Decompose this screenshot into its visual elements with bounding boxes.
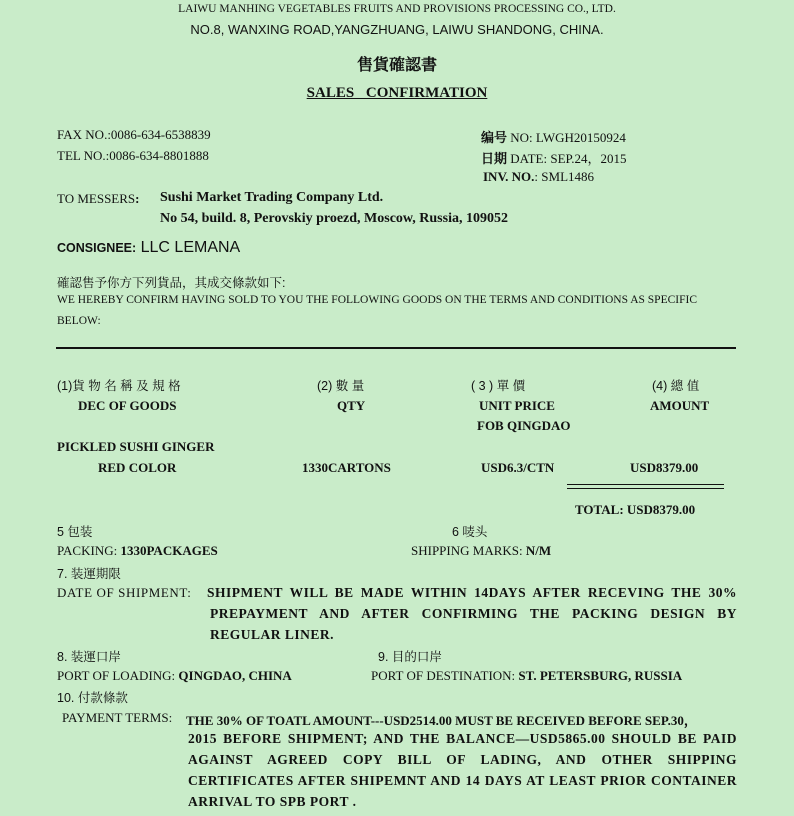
col-amount-header-cn: (4) 總 值 — [652, 379, 700, 393]
payment-label: PAYMENT TERMS: — [62, 710, 173, 725]
payment-terms-line5: ARRIVAL TO SPB PORT . — [188, 794, 357, 809]
payment-terms-line1: THE 30% OF TOATL AMOUNT---USD2514.00 MUST BE RECEIVED BEFORE SEP.30， — [186, 713, 697, 728]
destination-label-cn: 9. 目的口岸 — [378, 650, 442, 664]
fax-number: FAX NO.:0086-634-6538839 — [57, 127, 211, 142]
contract-date-label-cn: 日期 — [481, 151, 508, 166]
tel-number: TEL NO.:0086-634-8801888 — [57, 148, 209, 163]
col-amount-header: AMOUNT — [650, 398, 710, 413]
contract-date-value: DATE: SEP.24，2015 — [507, 151, 627, 166]
destination-value: ST. PETERSBURG, RUSSIA — [518, 668, 683, 683]
payment-terms-line3: AGAINST AGREED COPY BILL OF LADING, AND OTHER SHIPPING — [188, 752, 737, 767]
consignee — [57, 239, 240, 257]
packing-value: 1330PACKAGES — [120, 543, 218, 558]
divider-line — [56, 347, 736, 349]
contract-number — [481, 127, 626, 146]
invoice-number — [483, 169, 594, 185]
intro-text-cn: 確認售予你方下列貨品，其成交條款如下: — [57, 276, 286, 290]
col-price-header: UNIT PRICE — [479, 398, 555, 413]
payment-terms-line4: CERTIFICATES AFTER SHIPEMNT AND 14 DAYS AT LEAST PRIOR CONTAINER — [188, 773, 737, 788]
document-title-cn: 售貨確認書 — [356, 57, 437, 74]
loading-value: QINGDAO, CHINA — [178, 668, 292, 683]
intro-text-en: WE HEREBY CONFIRM HAVING SOLD TO YOU THE FOLLOWING GOODS ON THE TERMS AND CONDITIONS AS SPECIFIC — [57, 294, 697, 306]
shipment-terms-line1: SHIPMENT WILL BE MADE WITHIN 14DAYS AFTER RECEVING THE 30% — [207, 585, 737, 600]
company-address: NO.8, WANXING ROAD,YANGZHUANG, LAIWU SHANDONG, CHINA. — [190, 22, 604, 37]
contract-number-label-cn: 编号 — [481, 130, 508, 145]
shipment-terms-line3: REGULAR LINER. — [210, 627, 335, 642]
item-amount: USD8379.00 — [630, 460, 699, 475]
packing-label-cn: 5 包装 — [57, 525, 93, 539]
item-spec: RED COLOR — [98, 460, 177, 475]
packing — [57, 543, 218, 559]
destination-label: PORT OF DESTINATION: — [371, 668, 519, 683]
shipment-label-cn: 7. 装運期限 — [57, 567, 121, 581]
document-title: SALES CONFIRMATION — [306, 85, 488, 101]
shipment-terms-line2: PREPAYMENT AND AFTER CONFIRMING THE PACKING DESIGN BY — [210, 606, 737, 621]
buyer-label-text: TO MESSERS — [57, 191, 136, 206]
intro-text-en-cont: BELOW: — [57, 315, 101, 327]
invoice-number-value: : SML1486 — [534, 169, 595, 184]
col-goods-header: DEC OF GOODS — [78, 398, 177, 413]
col-price-header-cn: ( 3 ) 單 價 — [471, 379, 526, 393]
packing-label: PACKING: — [57, 543, 121, 558]
payment-terms-line2: 2015 BEFORE SHIPMENT; AND THE BALANCE—USD5865.00 SHOULD BE PAID — [188, 731, 737, 746]
total-amount: TOTAL: USD8379.00 — [575, 502, 696, 517]
col-qty-header-cn: (2) 數 量 — [317, 379, 365, 393]
shipping-marks — [411, 543, 551, 559]
port-of-loading — [57, 668, 292, 684]
buyer-name: Sushi Market Trading Company Ltd. — [160, 190, 384, 205]
buyer-address: No 54, build. 8, Perovskiy proezd, Moscow, Russia, 109052 — [160, 211, 508, 226]
col-qty-header: QTY — [337, 398, 366, 413]
loading-label: PORT OF LOADING: — [57, 668, 179, 683]
item-unit-price: USD6.3/CTN — [481, 460, 555, 475]
loading-label-cn: 8. 装運口岸 — [57, 650, 121, 664]
item-quantity: 1330CARTONS — [302, 460, 391, 475]
shipment-label: DATE OF SHIPMENT: — [57, 585, 192, 600]
company-name: LAIWU MANHING VEGETABLES FRUITS AND PROVISIONS PROCESSING CO., LTD. — [178, 3, 616, 15]
col-price-header-basis: FOB QINGDAO — [477, 418, 571, 433]
marks-label-cn: 6 唛头 — [452, 525, 488, 539]
col-goods-header-cn: (1)貨 物 名 稱 及 規 格 — [57, 379, 181, 393]
contract-date — [481, 148, 627, 167]
item-name: PICKLED SUSHI GINGER — [57, 439, 215, 454]
port-of-destination — [371, 668, 682, 684]
marks-value: N/M — [525, 543, 552, 558]
contract-number-value: NO: LWGH20150924 — [507, 130, 626, 145]
buyer-label — [57, 191, 140, 207]
total-divider — [567, 484, 724, 489]
payment-label-cn: 10. 付款條款 — [57, 691, 128, 705]
consignee-value: LLC LEMANA — [136, 239, 241, 256]
buyer-label-colon: : — [135, 191, 140, 206]
consignee-label: CONSIGNEE: — [57, 241, 137, 255]
marks-label: SHIPPING MARKS: — [411, 543, 526, 558]
invoice-number-label: INV. NO. — [483, 169, 535, 184]
